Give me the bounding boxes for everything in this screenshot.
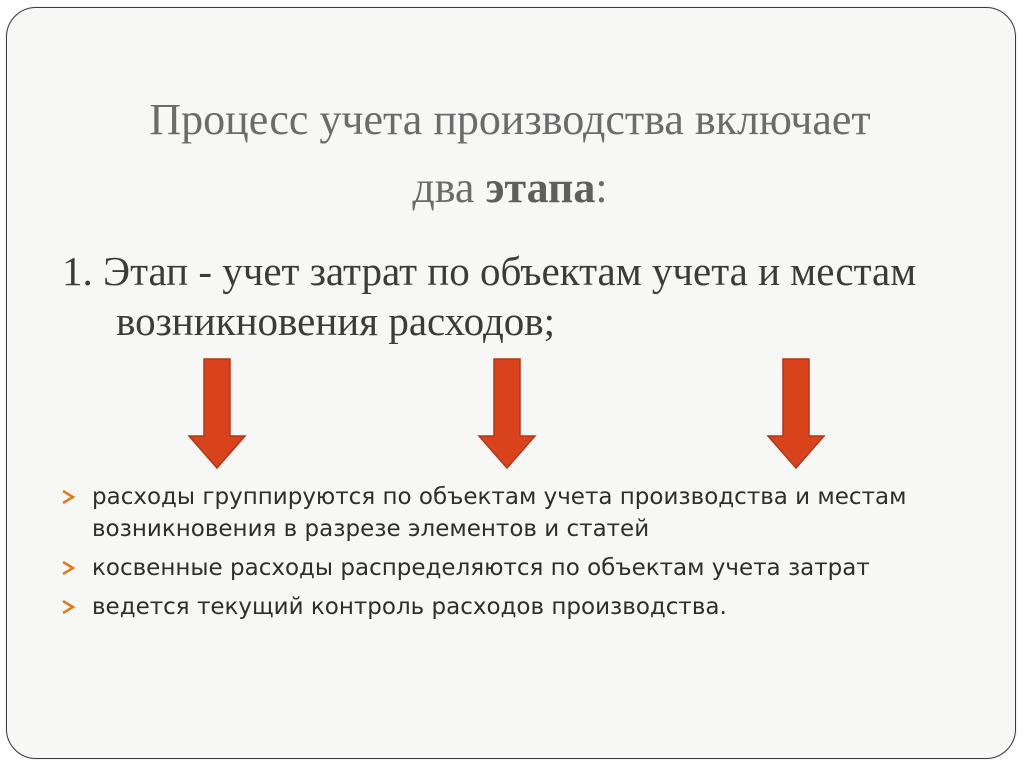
list-item — [60, 591, 960, 623]
list-item-text: расходы группируются по объектам учета производства и местам возникновения в разрезе элементов и статей — [92, 484, 907, 542]
arrow-down-icon — [766, 356, 826, 471]
bullet-list — [60, 481, 960, 630]
list-item-text: ведется текущий контроль расходов производства. — [92, 594, 727, 620]
arrow-down-icon — [187, 356, 247, 471]
chevron-right-icon — [60, 489, 76, 505]
list-item — [60, 552, 960, 584]
title-bold-word: этапа — [485, 163, 596, 212]
arrow-shape — [768, 359, 824, 468]
title-line-1: Процесс учета производства включает — [149, 95, 871, 144]
stage-heading: 1. Этап - учет затрат по объектам учета и местам возникновения расходов; — [62, 248, 917, 344]
slide-title — [60, 86, 960, 222]
chevron-right-icon — [60, 560, 76, 576]
title-line-2-prefix: два — [412, 163, 486, 212]
list-item — [60, 481, 960, 545]
arrow-shape — [189, 359, 245, 468]
arrows-row — [0, 356, 1024, 471]
chevron-right-icon — [60, 599, 76, 615]
arrow-shape — [479, 359, 535, 468]
title-line-2-suffix: : — [595, 163, 608, 212]
arrow-down-icon — [477, 356, 537, 471]
list-item-text: косвенные расходы распределяются по объектам учета затрат — [92, 555, 870, 581]
